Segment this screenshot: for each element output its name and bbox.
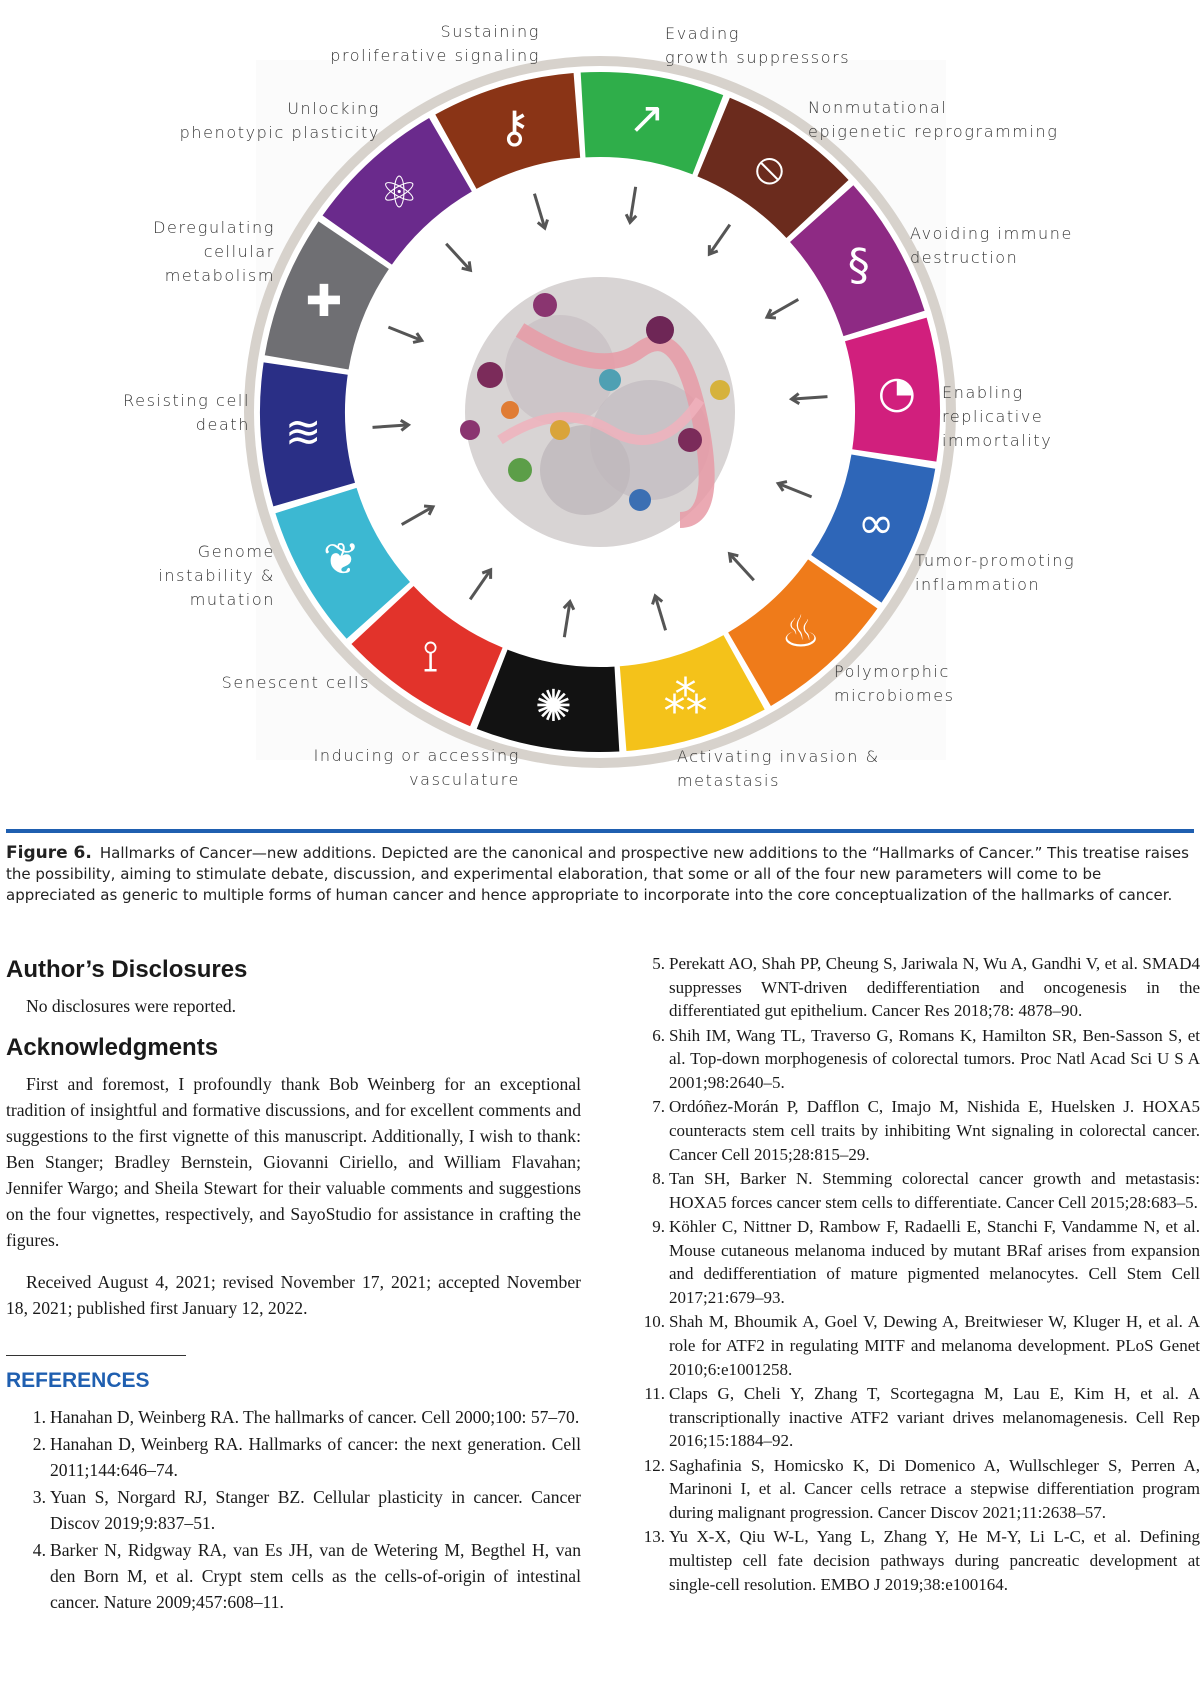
hallmark-label: Genome instability & mutation (158, 542, 275, 609)
leaf-icon: ❦ (322, 533, 360, 585)
reference-item (625, 1310, 1200, 1381)
hallmarks-figure (0, 0, 1200, 820)
references-rule (6, 1355, 186, 1356)
no-entry-icon: ⦸ (755, 142, 784, 194)
arrow-up-right-icon: ↗ (628, 93, 665, 145)
reference-item (625, 1215, 1200, 1309)
invading-cell-icon: ✺ (535, 680, 572, 732)
hallmark-label: Nonmutational epigenetic reprogramming (808, 98, 1059, 141)
dna-icon: ≋ (284, 407, 322, 459)
reference-text: Hanahan D, Weinberg RA. The hallmarks of cancer. Cell 2000;100: 57–70. (50, 1407, 580, 1427)
hallmark-label: Evading growth suppressors (665, 24, 851, 67)
reference-text: Perekatt AO, Shah PP, Cheung S, Jariwala N, Wu A, Gandhi V, et al. SMAD4 suppresses WNT-driven dedifferentiation and oncogenesis in the differentiated gut epithelium. Cancer Res 2018;78: 4878–90. (669, 954, 1200, 1021)
flame-icon: ♨ (780, 606, 821, 658)
reference-text: Tan SH, Barker N. Stemming colorectal cancer growth and metastasis: HOXA5 forces cancer stem cells to differentiate. Cancer Cell 2015;28:683–5. (669, 1169, 1200, 1212)
reference-text: Saghafinia S, Homicsko K, Di Domenico A, Wullschleger S, Perren A, Marinoni I, et al. Cancer cells retrace a stepwise differentiation program during malignant progression. Cancer Discov 2021;11:2638–57. (669, 1455, 1200, 1522)
references-list-left (6, 1404, 581, 1615)
reference-item (6, 1484, 581, 1536)
figure-label: Figure 6. (6, 843, 92, 863)
references-list-right (625, 952, 1200, 1596)
reference-text: Ordóñez-Morán P, Dafflon C, Imajo M, Nishida E, Huelsken J. HOXA5 counteracts stem cell traits by inhibiting Wnt signaling in colorectal cancer. Cancer Cell 2015;28:815–29. (669, 1097, 1200, 1164)
hallmark-label: Unlocking phenotypic plasticity (179, 99, 380, 142)
reference-text: Barker N, Ridgway RA, van Es JH, van de Wetering M, Begthel H, van den Born M, et al. Crypt stem cells as the cells-of-origin of intestinal cancer. Nature 2009;457:608–11. (50, 1539, 581, 1612)
reference-item (6, 1404, 581, 1430)
reference-number: 1. (32, 1407, 46, 1427)
reference-number: 5. (652, 954, 665, 973)
reference-item (625, 1454, 1200, 1525)
reference-number: 6. (652, 1025, 665, 1045)
hallmark-label: Sustaining proliferative signaling (330, 22, 540, 65)
reference-text: Claps G, Cheli Y, Zhang T, Scortegagna M, Lau E, Kim H, et al. A transcriptionally inactive ATF2 variant drives melanomagenesis. Cell Rep 2016;15:1884–92. (669, 1384, 1200, 1451)
reference-text: Köhler C, Nittner D, Rambow F, Radaelli E, Stanchi F, Vandamme N, et al. Mouse cutaneous melanoma induced by mutant BRaf arises from expansion and dedifferentiation of mature pigmented melanocytes. Cell Stem Cell 2017;21:679–93. (669, 1217, 1200, 1307)
hallmark-label: Polymorphic microbiomes (834, 662, 955, 705)
figure-caption (6, 843, 1194, 906)
caption-rule (6, 829, 1194, 833)
cross-icon: ✚ (305, 276, 343, 328)
reference-item (6, 1537, 581, 1615)
hallmark-label: Enabling replicative immortality (942, 383, 1053, 450)
reference-number: 3. (32, 1486, 46, 1507)
reference-number: 13. (643, 1527, 665, 1547)
reference-number: 11. (644, 1384, 665, 1404)
reference-number: 10. (643, 1312, 665, 1332)
reference-number: 2. (32, 1433, 46, 1454)
reference-item (625, 1525, 1200, 1596)
reference-item (6, 1431, 581, 1483)
reference-text: Yuan S, Norgard RJ, Stanger BZ. Cellular plasticity in cancer. Cancer Discov 2019;9:837–51. (50, 1486, 581, 1533)
disclosures-heading: Author’s Disclosures (6, 956, 248, 983)
hallmark-label: Inducing or accessing vasculature (313, 746, 520, 789)
reference-item (625, 1024, 1200, 1095)
reference-item (625, 1382, 1200, 1453)
reference-item (625, 1095, 1200, 1166)
caption-text: Hallmarks of Cancer—new additions. Depicted are the canonical and prospective new additions to the “Hallmarks of Cancer.” This treatise raises the possibility, aiming to stimulate debate, discussion, and experimental elaboration, that some or all of the four new parameters will come to be appreciated as generic to multiple forms of human cancer and hence appropriate to incorporate into the core conceptualization of the hallmarks of cancer. (6, 844, 1189, 904)
immune-pacman-icon: ◔ (877, 366, 917, 418)
reference-text: Hanahan D, Weinberg RA. Hallmarks of cancer: the next generation. Cell 2011;144:646–74. (50, 1433, 581, 1480)
infinity-icon: ∞ (857, 497, 895, 549)
reference-item (625, 1167, 1200, 1214)
acknowledgments-heading: Acknowledgments (6, 1034, 219, 1061)
reference-number: 7. (652, 1097, 665, 1117)
hallmark-label: Resisting cell death (123, 391, 250, 434)
hallmark-label: Tumor-promoting inflammation (915, 551, 1076, 594)
hallmark-label: Deregulating cellular metabolism (153, 218, 275, 285)
hallmark-label: Senescent cells (221, 673, 370, 692)
reference-item (625, 952, 1200, 1023)
reference-number: 4. (32, 1539, 46, 1560)
vessel-icon: ⟟ (422, 631, 439, 683)
left-column (6, 955, 581, 1616)
key-icon: ⚷ (498, 102, 531, 154)
reference-number: 9. (652, 1217, 665, 1237)
microbe-icon: ⁂ (663, 671, 708, 723)
reference-number: 12. (643, 1455, 665, 1475)
reference-number: 8. (652, 1169, 665, 1189)
acknowledgments-text: First and foremost, I profoundly thank Bob Weinberg for an exceptional tradition of insightful and formative discussions, and for excellent comments and suggestions to the first vignette of this manuscript. Additionally, I wish to thank: Ben Stanger; Bradley Bernstein, Giovanni Ciriello, and William Flavahan; Jennifer Wargo; and Sheila Stewart for their valuable comments and suggestions on the four vignettes, respectively, and SayoStudio for assistance in crafting the figures. (6, 1074, 581, 1250)
references-heading: REFERENCES (6, 1369, 150, 1392)
received-dates: Received August 4, 2021; revised November 17, 2021; accepted November 18, 2021; published first January 12, 2022. (6, 1272, 581, 1318)
reference-text: Shah M, Bhoumik A, Goel V, Dewing A, Breitwieser W, Kluger H, et al. A role for ATF2 in regulating MITF and melanoma development. PLoS Genet 2010;6:e1001258. (669, 1312, 1200, 1379)
reference-text: Yu X-X, Qiu W-L, Yang L, Zhang Y, He M-Y, Li L-C, et al. Defining multistep cell fate decision pathways during pancreatic development at single-cell resolution. EMBO J 2019;38:e100164. (669, 1527, 1200, 1594)
right-column (625, 952, 1200, 1597)
reference-text: Shih IM, Wang TL, Traverso G, Romans K, Hamilton SR, Ben-Sasson S, et al. Top-down morphogenesis of colorectal tumors. Proc Natl Acad Sci U S A 2001;98:2640–5. (669, 1025, 1200, 1092)
chromatin-icon: § (847, 240, 870, 292)
disclosures-text: No disclosures were reported. (26, 996, 237, 1016)
atom-icon: ⚛ (379, 167, 420, 219)
hallmark-label: Activating invasion & metastasis (677, 747, 880, 790)
hallmark-label: Avoiding immune destruction (910, 224, 1073, 267)
